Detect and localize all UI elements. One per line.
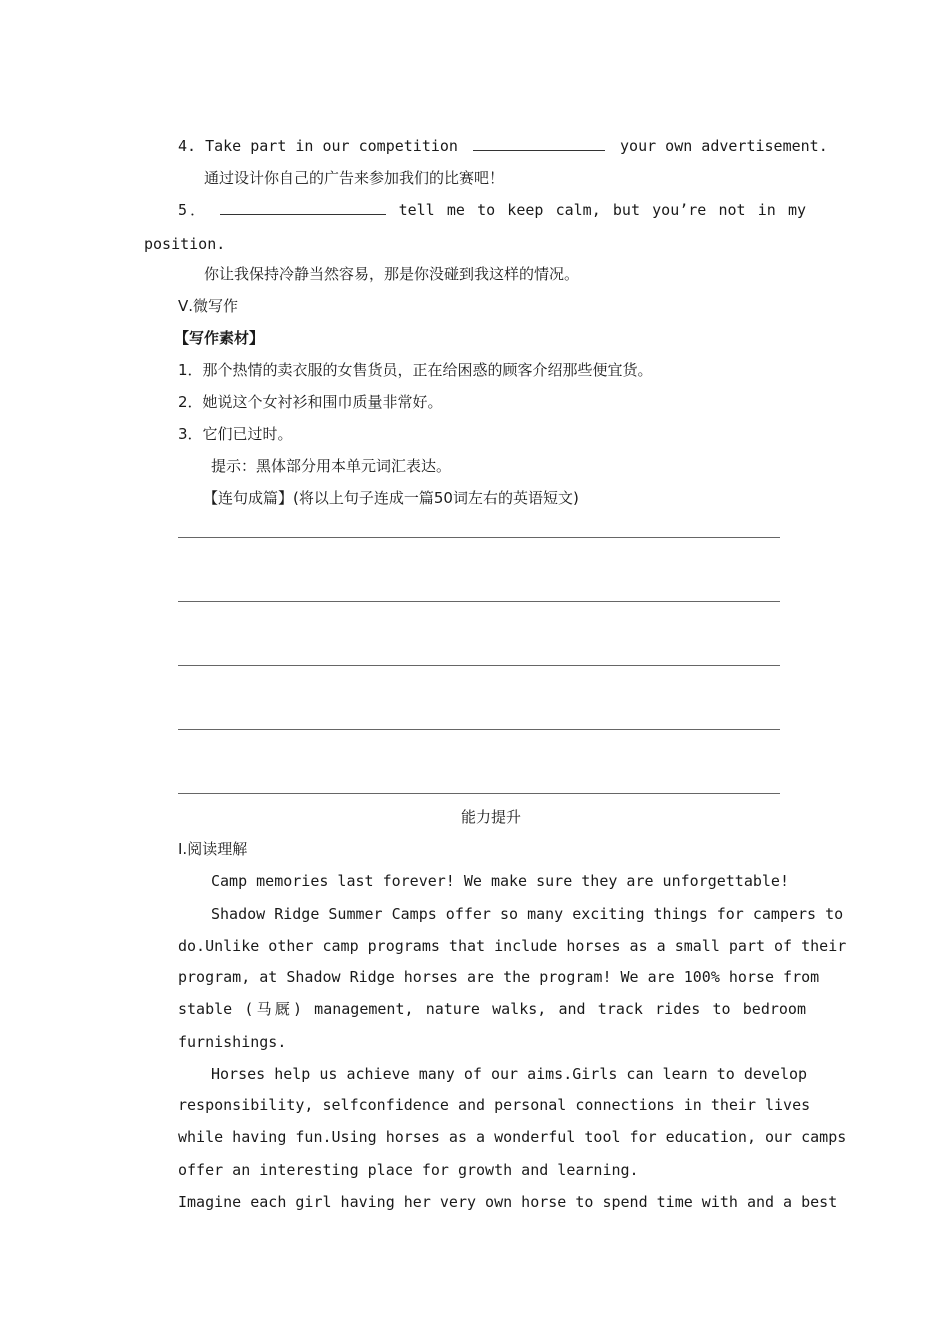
passage-line: do.Unlike other camp programs that include horses as a small part of their bbox=[178, 937, 847, 955]
passage-line: furnishings. bbox=[178, 1033, 287, 1051]
q4-translation: 通过设计你自己的广告来参加我们的比赛吧！ bbox=[204, 169, 505, 187]
passage-line: Imagine each girl having her very own horse to spend time with and a best bbox=[178, 1193, 838, 1211]
q5-sentence bbox=[178, 200, 806, 220]
passage-line: while having fun.Using horses as a wonderful tool for education, our camps bbox=[178, 1128, 847, 1146]
writing-line-1[interactable] bbox=[178, 537, 780, 538]
passage-line: responsibility, selfconfidence and personal connections in their lives bbox=[178, 1096, 811, 1114]
compose-instruction: 【连句成篇】(将以上句子连成一篇50词左右的英语短文) bbox=[203, 489, 579, 507]
material-item-3: 3．它们已过时。 bbox=[178, 425, 293, 443]
reading-title: Ⅰ.阅读理解 bbox=[178, 840, 248, 858]
passage-line: Shadow Ridge Summer Camps offer so many exciting things for campers to bbox=[211, 905, 844, 923]
writing-line-3[interactable] bbox=[178, 665, 780, 666]
passage-line: Camp memories last forever! We make sure they are unforgettable! bbox=[211, 872, 789, 890]
q5-num: 5． bbox=[178, 201, 209, 219]
passage-line: program, at Shadow Ridge horses are the program! We are 100% horse from bbox=[178, 968, 820, 986]
ability-title: 能力提升 bbox=[460, 808, 521, 826]
passage-line: stable (马厩) management, nature walks, and track rides to bedroom bbox=[178, 1000, 806, 1018]
q5-translation: 你让我保持冷静当然容易，那是你没碰到我这样的情况。 bbox=[204, 265, 580, 283]
writing-line-4[interactable] bbox=[178, 729, 780, 730]
q5-after: tell me to keep calm, but you’re not in my bbox=[398, 201, 806, 219]
q5-continuation: position. bbox=[144, 235, 226, 253]
q4-before: 4. Take part in our competition bbox=[178, 137, 458, 155]
material-heading: 【写作素材】 bbox=[174, 329, 265, 347]
writing-line-2[interactable] bbox=[178, 601, 780, 602]
section5-title: Ⅴ.微写作 bbox=[178, 297, 239, 315]
writing-line-5[interactable] bbox=[178, 793, 780, 794]
writing-hint: 提示：黑体部分用本单元词汇表达。 bbox=[211, 457, 452, 475]
material-item-2: 2．她说这个女衬衫和围巾质量非常好。 bbox=[178, 393, 443, 411]
q4-blank[interactable] bbox=[473, 136, 605, 151]
q5-blank[interactable] bbox=[220, 200, 386, 215]
q4-sentence bbox=[178, 136, 828, 156]
passage-line: offer an interesting place for growth and learning. bbox=[178, 1161, 639, 1179]
passage-line: Horses help us achieve many of our aims.Girls can learn to develop bbox=[211, 1065, 808, 1083]
material-item-1: 1．那个热情的卖衣服的女售货员，正在给困惑的顾客介绍那些便宜货。 bbox=[178, 361, 653, 379]
q4-after: your own advertisement. bbox=[620, 137, 828, 155]
